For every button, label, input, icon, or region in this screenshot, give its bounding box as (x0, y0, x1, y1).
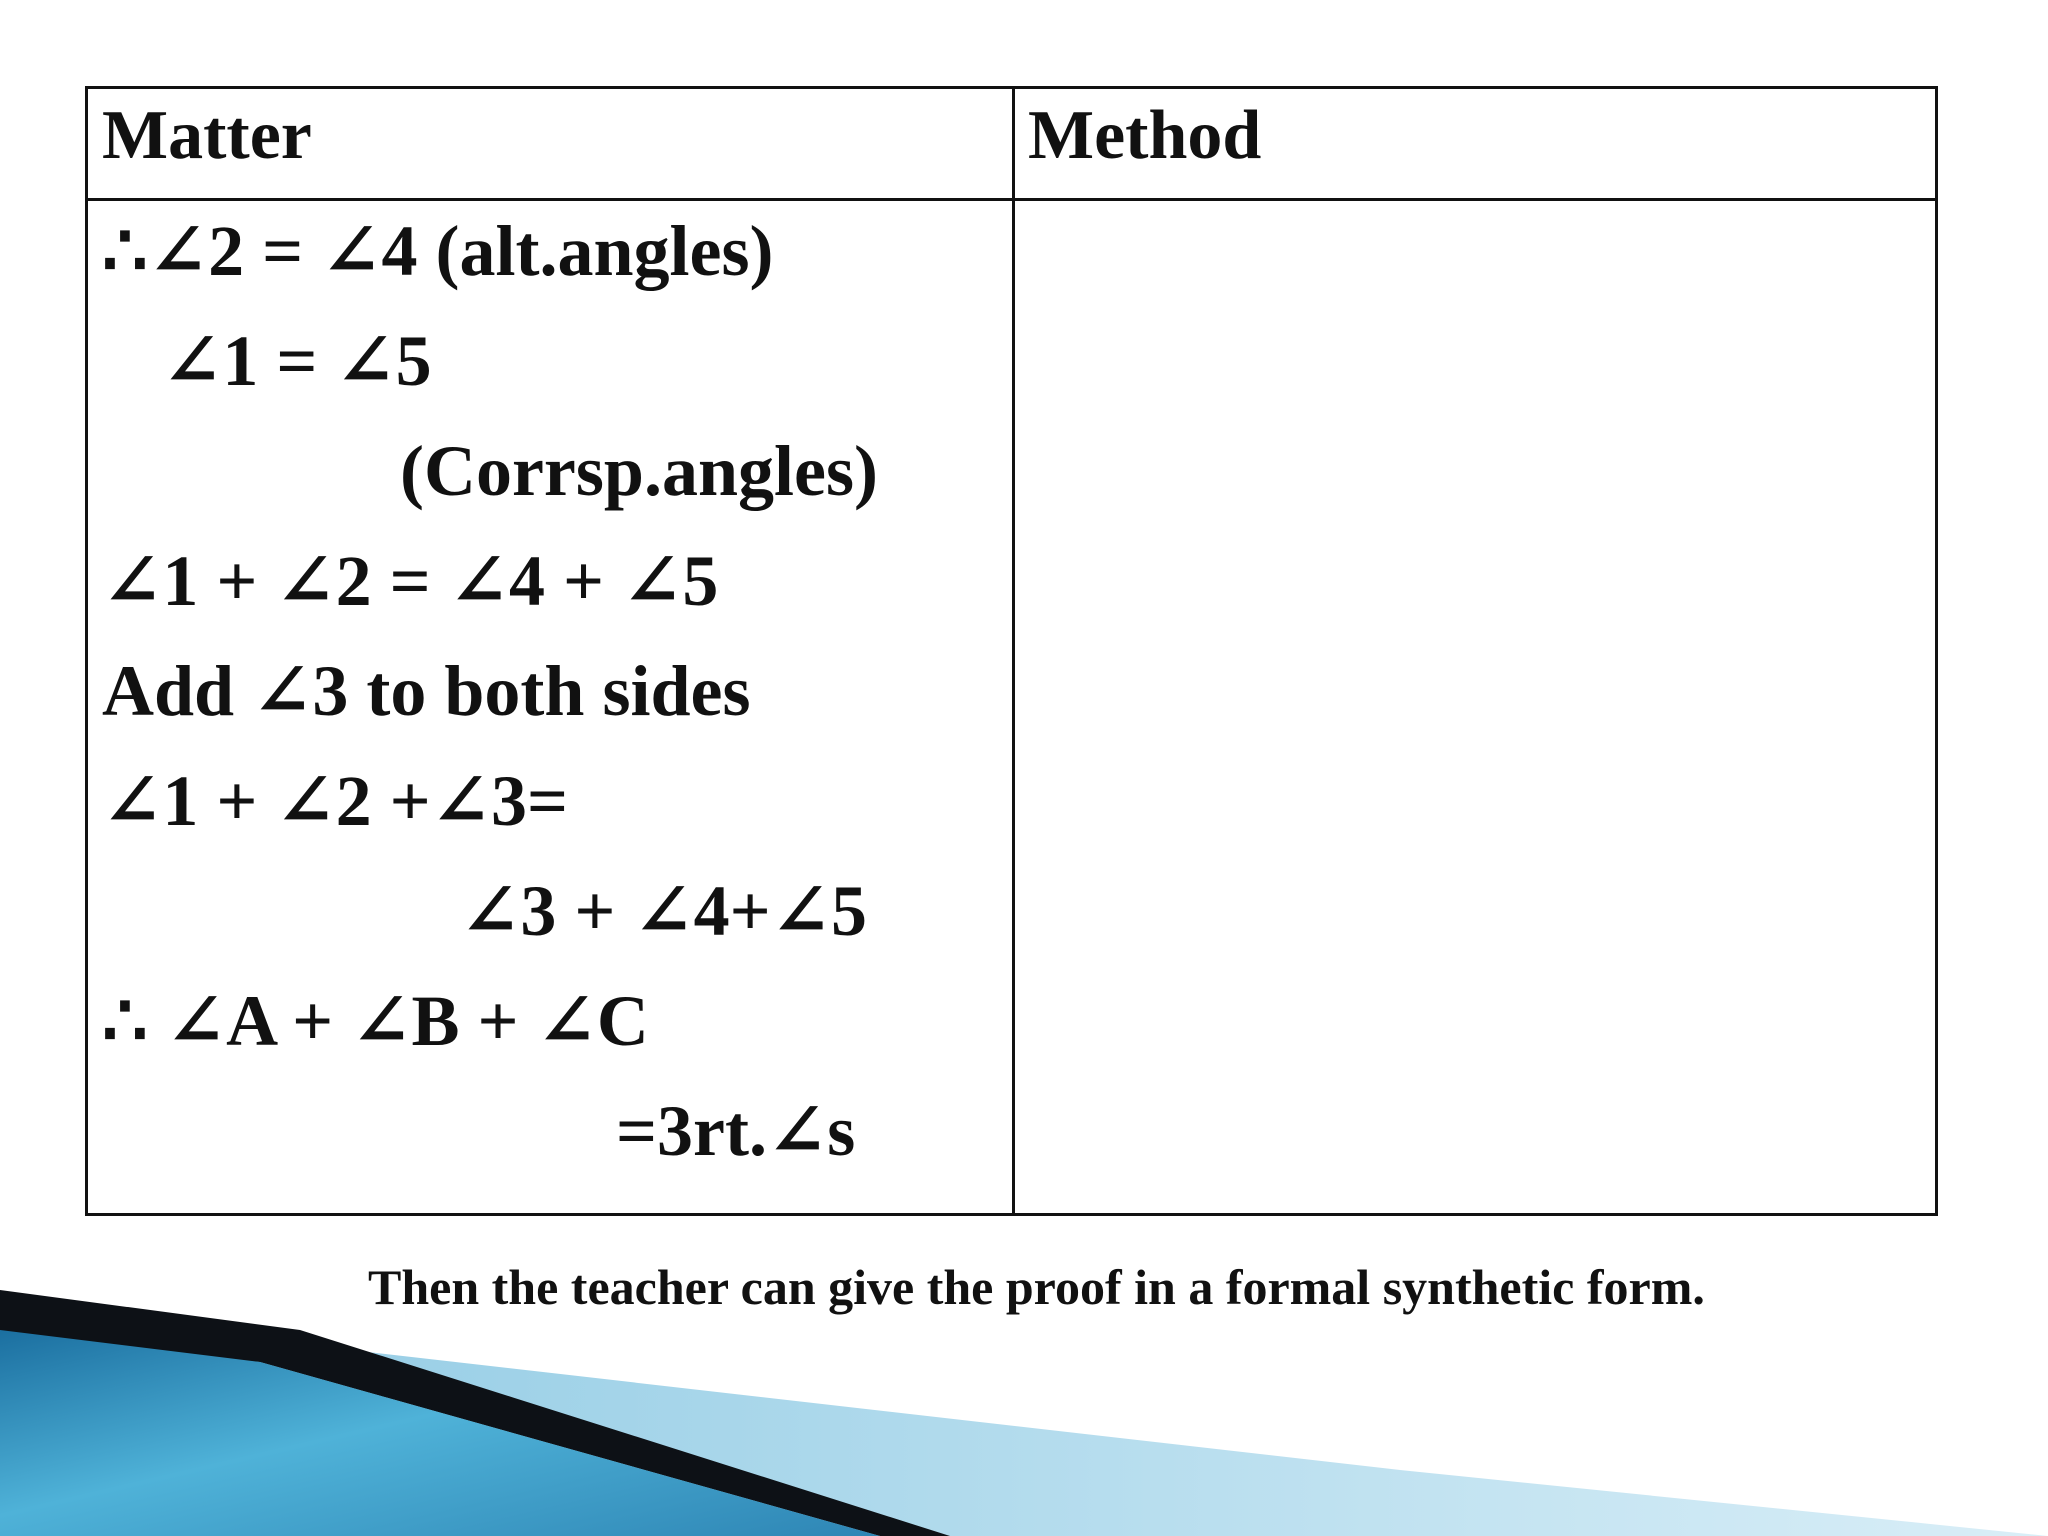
matter-line: ∴ ∠A + ∠B + ∠C (102, 981, 649, 1061)
matter-line: (Corrsp.angles) (400, 431, 878, 511)
column-divider (1012, 89, 1015, 1213)
matter-line: Add ∠3 to both sides (102, 651, 751, 731)
method-header: Method (1028, 97, 1262, 174)
slide-caption: Then the teacher can give the proof in a formal synthetic form. (368, 1259, 1705, 1315)
matter-line: =3rt.∠s (616, 1091, 856, 1171)
matter-line: ∠3 + ∠4+∠5 (460, 871, 868, 951)
decorative-swoosh (0, 1270, 2048, 1536)
matter-column (88, 89, 1012, 1213)
matter-header: Matter (102, 97, 312, 174)
matter-line: ∠1 + ∠2 = ∠4 + ∠5 (102, 541, 719, 621)
matter-line: ∠1 + ∠2 +∠3= (102, 761, 569, 841)
matter-method-table (85, 86, 1938, 1216)
matter-line: ∠1 = ∠5 (162, 321, 432, 401)
matter-line: ∴∠2 = ∠4 (alt.angles) (102, 211, 774, 291)
